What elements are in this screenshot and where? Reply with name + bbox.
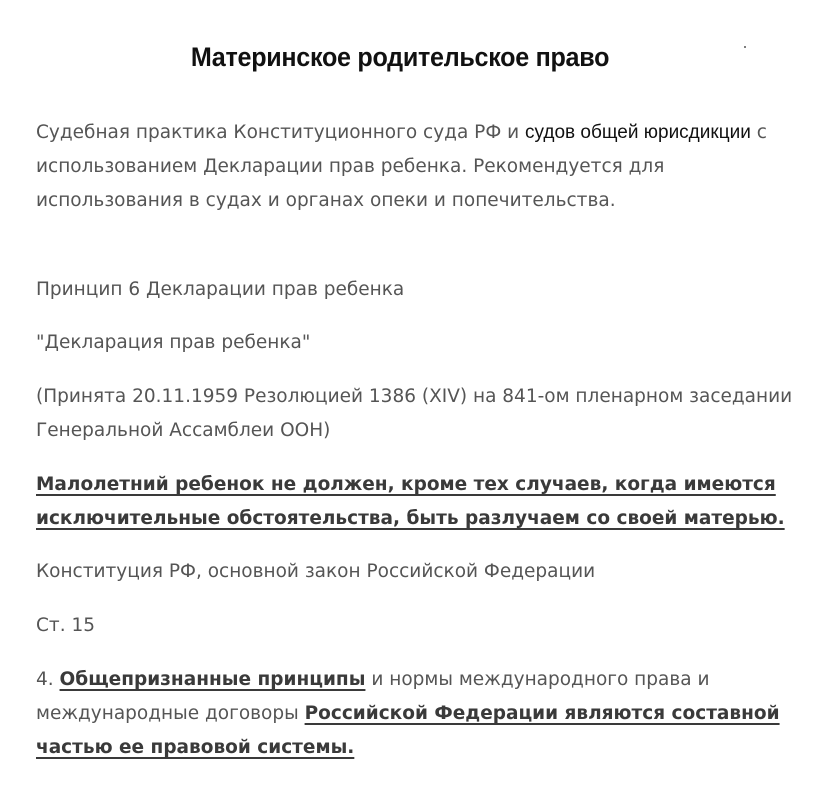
article-highlight-principles: Общепризнанные принципы: [59, 669, 366, 690]
declaration-name: "Декларация прав ребенка": [36, 332, 311, 353]
intro-text-1: Судебная практика Конституционного суда РФ и: [36, 122, 526, 143]
intro-highlight-courts: судов общей юрисдикции: [525, 122, 751, 143]
stray-dot: [744, 46, 746, 48]
page-title: Материнское родительское право: [190, 42, 610, 72]
constitution-heading: Конституция РФ, основной закон Российской Федерации: [36, 561, 596, 582]
intro-text-2: с использованием Декларации прав ребенка. Рекомендуется для использования в судах и органах опеки и попечительства.: [36, 122, 767, 211]
article-text-middle: и нормы международного права и международные договоры: [36, 669, 710, 724]
principle-heading: Принцип 6 Декларации прав ребенка: [36, 279, 405, 300]
article-text: [36, 663, 811, 765]
principle-quote: [36, 468, 811, 536]
intro-paragraph: [36, 116, 811, 218]
article-number: Ст. 15: [36, 615, 95, 636]
principle-quote-text: Малолетний ребенок не должен, кроме тех случаев, когда имеются исключительные обстоятельства, быть разлучаем со своей матерью.: [36, 474, 785, 529]
adoption-note: (Принята 20.11.1959 Резолюцией 1386 (XIV) на 841-ом пленарном заседании Генеральной Ассамблеи ООН): [36, 386, 793, 441]
article-highlight-federation: Российской Федерации являются составной частью ее правовой системы.: [36, 703, 780, 758]
article-item-number: 4.: [36, 669, 60, 690]
